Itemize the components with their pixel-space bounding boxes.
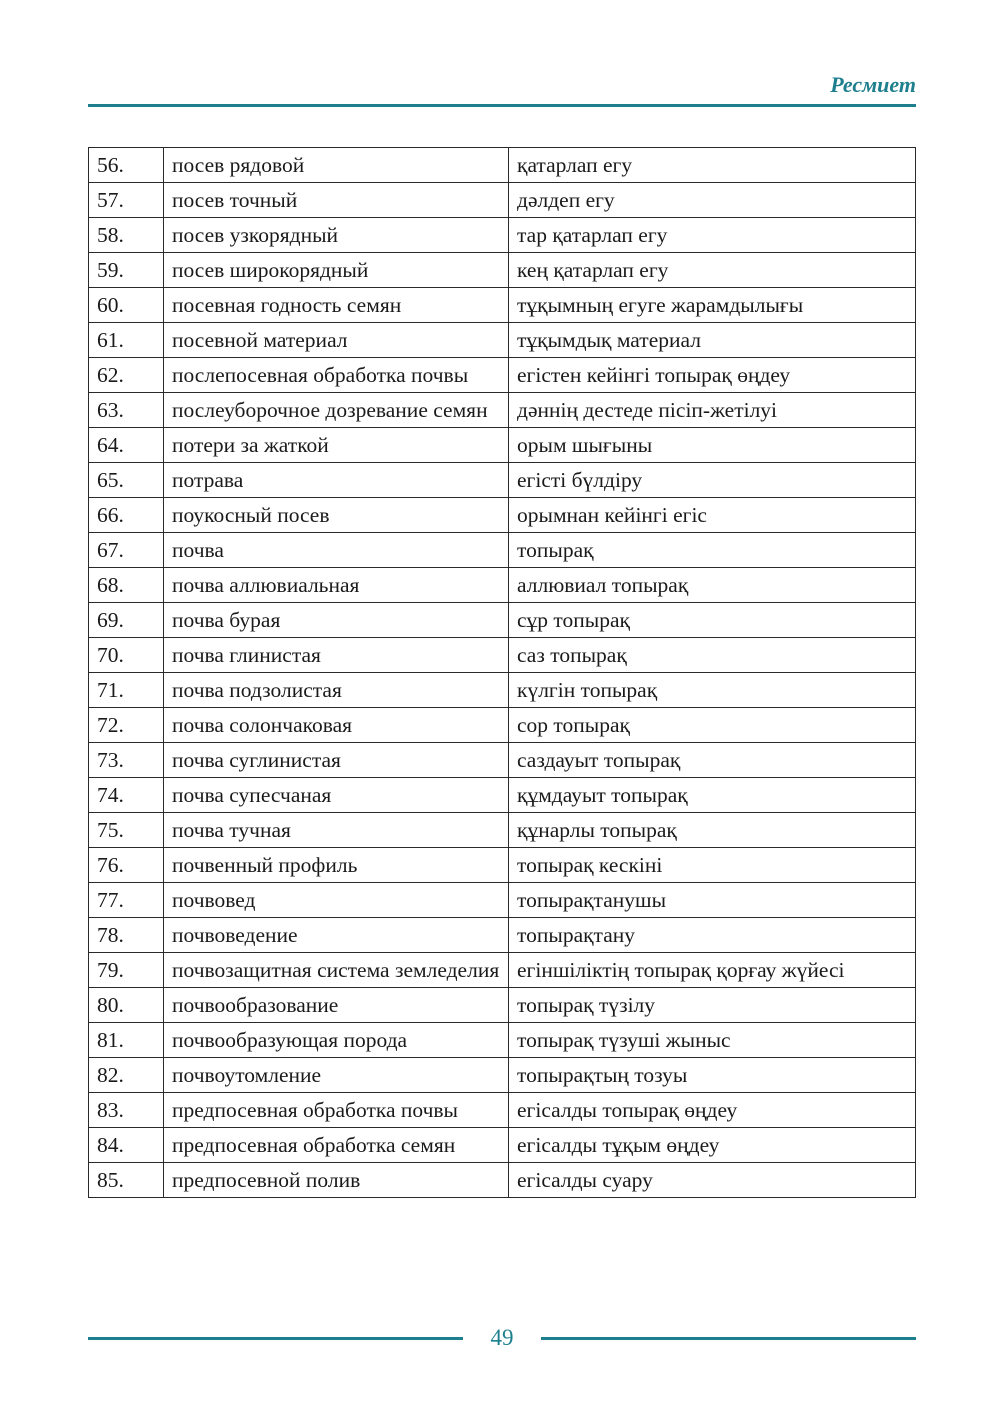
kazakh-term: тұқымдық материал <box>509 323 916 358</box>
table-row <box>89 918 916 953</box>
table-row <box>89 568 916 603</box>
russian-term: посев рядовой <box>164 148 509 183</box>
kazakh-term: егісалды тұқым өңдеу <box>509 1128 916 1163</box>
russian-term: почва бурая <box>164 603 509 638</box>
russian-term: почвоведение <box>164 918 509 953</box>
russian-term: послепосевная обработка почвы <box>164 358 509 393</box>
table-row <box>89 953 916 988</box>
row-number: 67. <box>89 533 164 568</box>
page-number: 49 <box>490 1325 514 1350</box>
section-title: Ресмиет <box>830 72 916 97</box>
table-row <box>89 1163 916 1198</box>
russian-term: почва суглинистая <box>164 743 509 778</box>
row-number: 60. <box>89 288 164 323</box>
kazakh-term: күлгін топырақ <box>509 673 916 708</box>
table-row <box>89 708 916 743</box>
russian-term: посев широкорядный <box>164 253 509 288</box>
table-row <box>89 358 916 393</box>
table-row <box>89 638 916 673</box>
row-number: 66. <box>89 498 164 533</box>
russian-term: почвоутомление <box>164 1058 509 1093</box>
table-row <box>89 1128 916 1163</box>
row-number: 68. <box>89 568 164 603</box>
russian-term: посевной материал <box>164 323 509 358</box>
row-number: 73. <box>89 743 164 778</box>
row-number: 64. <box>89 428 164 463</box>
row-number: 61. <box>89 323 164 358</box>
russian-term: почвовед <box>164 883 509 918</box>
kazakh-term: тұқымның егуге жарамдылығы <box>509 288 916 323</box>
table-row <box>89 498 916 533</box>
kazakh-term: сор топырақ <box>509 708 916 743</box>
row-number: 78. <box>89 918 164 953</box>
russian-term: почва тучная <box>164 813 509 848</box>
table-row <box>89 883 916 918</box>
kazakh-term: топырақтың тозуы <box>509 1058 916 1093</box>
row-number: 85. <box>89 1163 164 1198</box>
kazakh-term: орымнан кейінгі егіс <box>509 498 916 533</box>
russian-term: посевная годность семян <box>164 288 509 323</box>
russian-term: почвенный профиль <box>164 848 509 883</box>
table-row <box>89 323 916 358</box>
russian-term: потери за жаткой <box>164 428 509 463</box>
table-row <box>89 218 916 253</box>
kazakh-term: егісті бүлдіру <box>509 463 916 498</box>
kazakh-term: топырақ түзуші жыныс <box>509 1023 916 1058</box>
table-row <box>89 1058 916 1093</box>
russian-term: почва подзолистая <box>164 673 509 708</box>
table-row <box>89 1093 916 1128</box>
row-number: 71. <box>89 673 164 708</box>
table-row <box>89 288 916 323</box>
russian-term: почва глинистая <box>164 638 509 673</box>
row-number: 76. <box>89 848 164 883</box>
row-number: 82. <box>89 1058 164 1093</box>
kazakh-term: дәннің дестеде пісіп-жетілуі <box>509 393 916 428</box>
kazakh-term: құнарлы топырақ <box>509 813 916 848</box>
row-number: 80. <box>89 988 164 1023</box>
russian-term: потрава <box>164 463 509 498</box>
kazakh-term: егісалды суару <box>509 1163 916 1198</box>
russian-term: почва супесчаная <box>164 778 509 813</box>
russian-term: предпосевная обработка почвы <box>164 1093 509 1128</box>
kazakh-term: аллювиал топырақ <box>509 568 916 603</box>
kazakh-term: топырақтану <box>509 918 916 953</box>
table-row <box>89 393 916 428</box>
kazakh-term: егістен кейінгі топырақ өңдеу <box>509 358 916 393</box>
footer-divider-left <box>88 1337 463 1340</box>
row-number: 57. <box>89 183 164 218</box>
kazakh-term: топырақ кескіні <box>509 848 916 883</box>
row-number: 81. <box>89 1023 164 1058</box>
row-number: 77. <box>89 883 164 918</box>
russian-term: поукосный посев <box>164 498 509 533</box>
kazakh-term: тар қатарлап егу <box>509 218 916 253</box>
row-number: 84. <box>89 1128 164 1163</box>
russian-term: почва аллювиальная <box>164 568 509 603</box>
footer-divider-right <box>541 1337 916 1340</box>
row-number: 62. <box>89 358 164 393</box>
kazakh-term: топырақтанушы <box>509 883 916 918</box>
row-number: 75. <box>89 813 164 848</box>
row-number: 74. <box>89 778 164 813</box>
kazakh-term: топырақ түзілу <box>509 988 916 1023</box>
russian-term: почва солончаковая <box>164 708 509 743</box>
table-row <box>89 148 916 183</box>
row-number: 65. <box>89 463 164 498</box>
kazakh-term: саз топырақ <box>509 638 916 673</box>
kazakh-term: сұр топырақ <box>509 603 916 638</box>
table-row <box>89 1023 916 1058</box>
glossary-table <box>88 147 916 1198</box>
row-number: 83. <box>89 1093 164 1128</box>
row-number: 79. <box>89 953 164 988</box>
kazakh-term: топырақ <box>509 533 916 568</box>
russian-term: послеуборочное дозревание семян <box>164 393 509 428</box>
kazakh-term: орым шығыны <box>509 428 916 463</box>
row-number: 72. <box>89 708 164 743</box>
row-number: 59. <box>89 253 164 288</box>
table-row <box>89 603 916 638</box>
table-row <box>89 778 916 813</box>
row-number: 58. <box>89 218 164 253</box>
table-row <box>89 533 916 568</box>
row-number: 70. <box>89 638 164 673</box>
russian-term: почвообразование <box>164 988 509 1023</box>
russian-term: почвообразующая порода <box>164 1023 509 1058</box>
russian-term: посев точный <box>164 183 509 218</box>
russian-term: посев узкорядный <box>164 218 509 253</box>
table-row <box>89 848 916 883</box>
russian-term: предпосевной полив <box>164 1163 509 1198</box>
kazakh-term: егісалды топырақ өңдеу <box>509 1093 916 1128</box>
row-number: 56. <box>89 148 164 183</box>
table-row <box>89 183 916 218</box>
kazakh-term: кең қатарлап егу <box>509 253 916 288</box>
table-row <box>89 673 916 708</box>
kazakh-term: дәлдеп егу <box>509 183 916 218</box>
table-row <box>89 813 916 848</box>
kazakh-term: қатарлап егу <box>509 148 916 183</box>
kazakh-term: құмдауыт топырақ <box>509 778 916 813</box>
table-row <box>89 743 916 778</box>
russian-term: предпосевная обработка семян <box>164 1128 509 1163</box>
row-number: 63. <box>89 393 164 428</box>
kazakh-term: саздауыт топырақ <box>509 743 916 778</box>
row-number: 69. <box>89 603 164 638</box>
table-row <box>89 428 916 463</box>
russian-term: почва <box>164 533 509 568</box>
kazakh-term: егіншіліктің топырақ қорғау жүйесі <box>509 953 916 988</box>
header-divider <box>88 104 916 107</box>
table-row <box>89 463 916 498</box>
russian-term: почвозащитная система земледелия <box>164 953 509 988</box>
table-row <box>89 988 916 1023</box>
table-row <box>89 253 916 288</box>
